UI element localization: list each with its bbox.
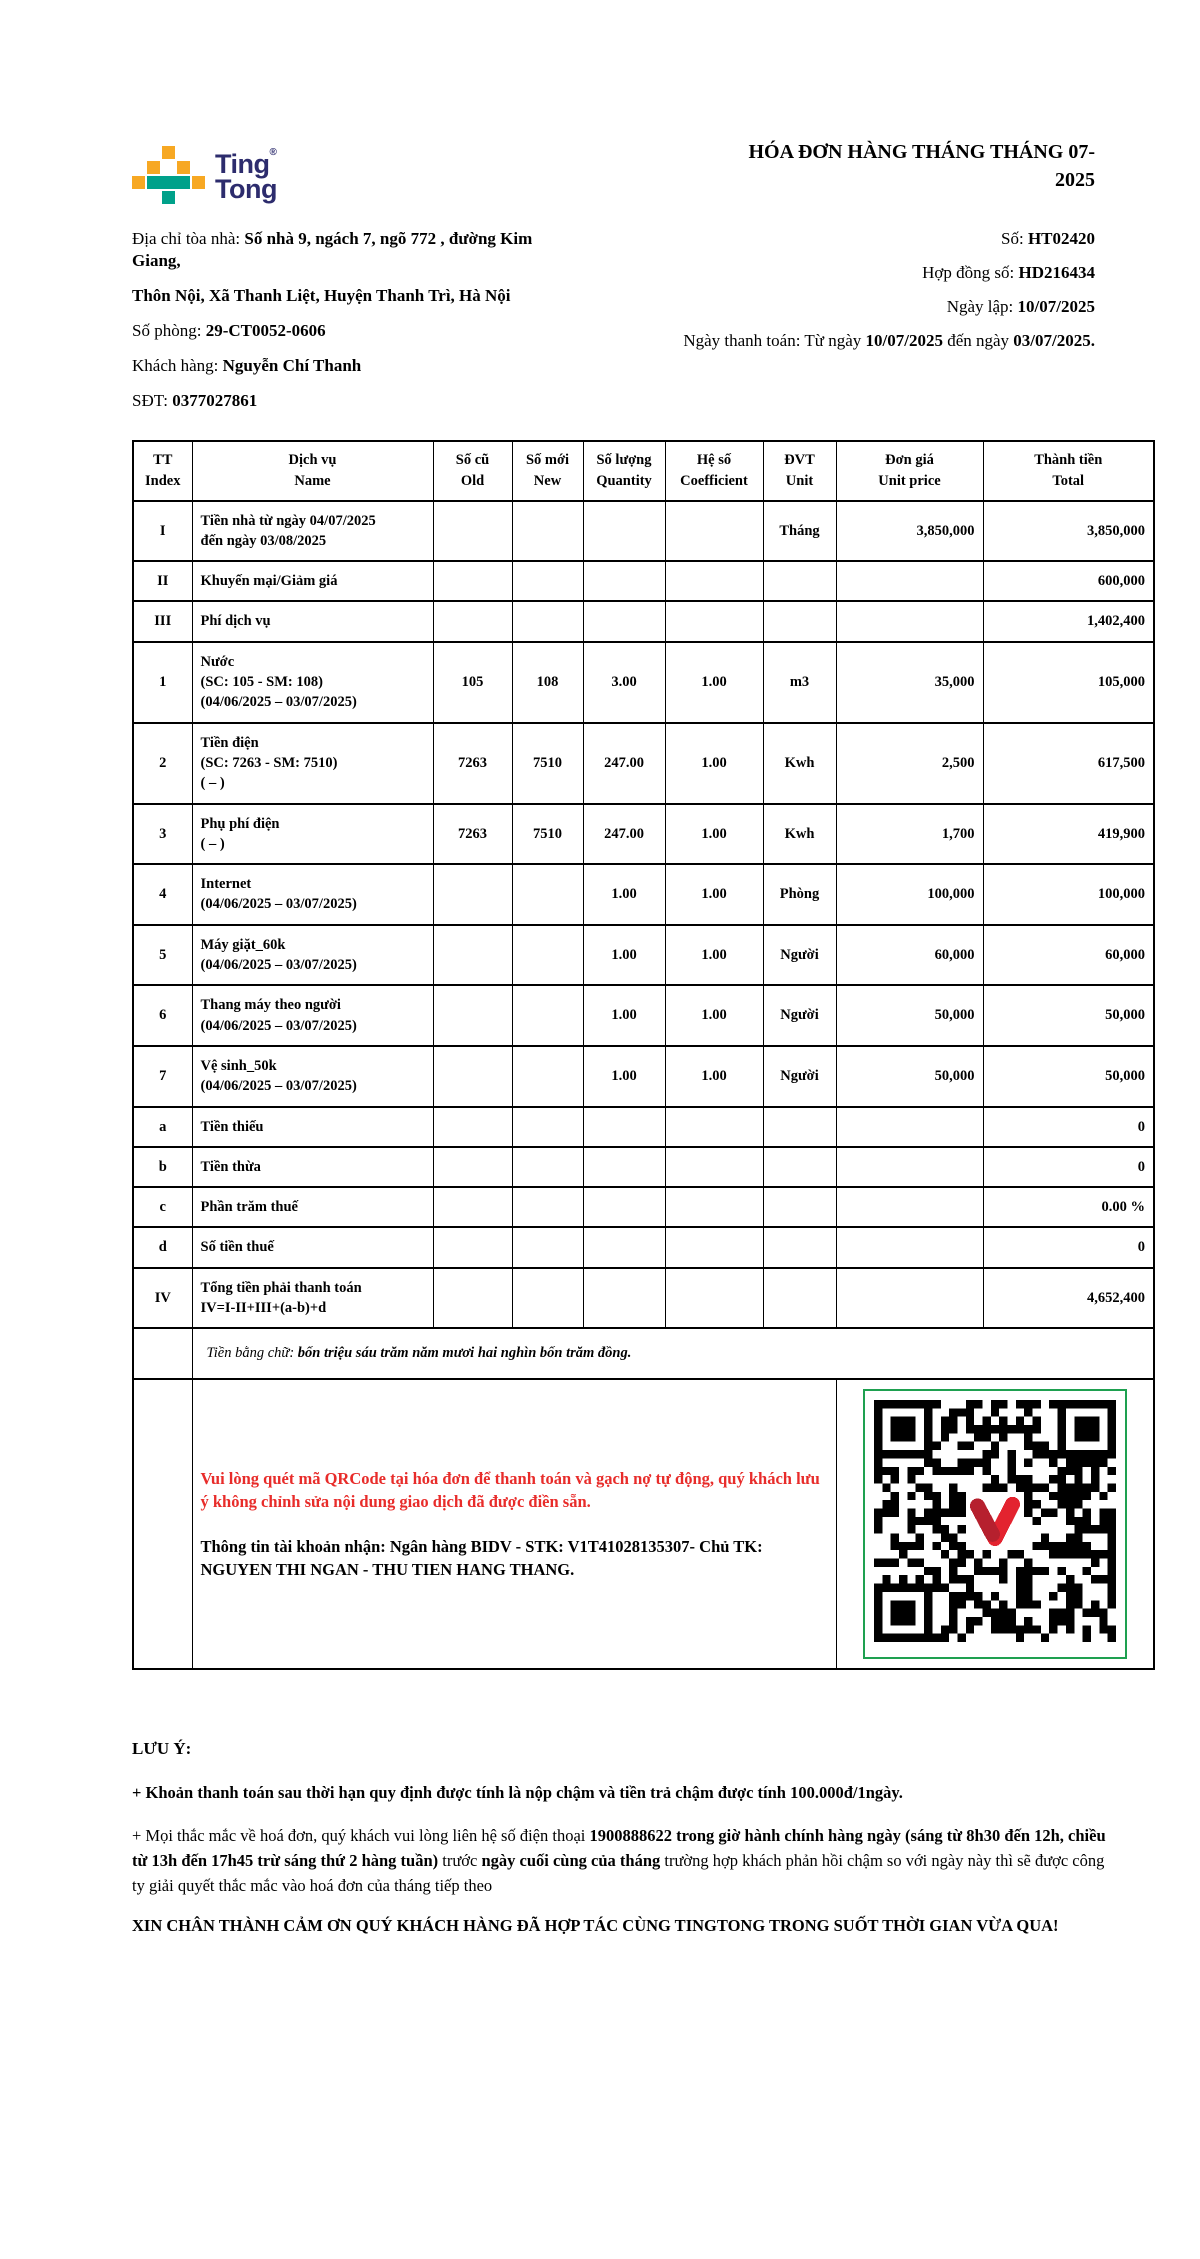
cell-new <box>512 1046 583 1107</box>
cell-old <box>433 1187 512 1227</box>
cell-name: Tổng tiền phải thanh toán IV=I-II+III+(a-b)+d <box>192 1268 433 1329</box>
cell-unit: m3 <box>763 642 836 723</box>
cell-name: Phần trăm thuế <box>192 1187 433 1227</box>
cell-old <box>433 561 512 601</box>
cell-index: I <box>133 501 192 562</box>
logo-pixel <box>132 176 145 189</box>
cell-old <box>433 925 512 986</box>
cell-qty: 1.00 <box>583 1046 665 1107</box>
room-number: Số phòng: 29-CT0052-0606 <box>132 321 326 341</box>
table-row <box>133 925 1154 986</box>
late-payment-note: + Khoản thanh toán sau thời hạn quy định được tính là nộp chậm và tiền trả chậm được tính 100.000đ/1ngày. <box>132 1783 903 1803</box>
cell-unit: Tháng <box>763 501 836 562</box>
header-row <box>133 441 1154 501</box>
cell-qty: 247.00 <box>583 804 665 865</box>
cell-old: 7263 <box>433 804 512 865</box>
cell-index: d <box>133 1227 192 1267</box>
cell-total: 419,900 <box>983 804 1154 865</box>
cell-total: 1,402,400 <box>983 601 1154 641</box>
cell-index: 3 <box>133 804 192 865</box>
cell-total: 0 <box>983 1147 1154 1187</box>
cell-index: 1 <box>133 642 192 723</box>
cell-price <box>836 1147 983 1187</box>
notes-heading: LƯU Ý: <box>132 1738 192 1758</box>
cell-price: 100,000 <box>836 864 983 925</box>
cell-price <box>836 1187 983 1227</box>
cell-new: 7510 <box>512 723 583 804</box>
logo-wordmark: Ting® Tong <box>215 146 277 204</box>
building-address: Địa chỉ tòa nhà: Số nhà 9, ngách 7, ngõ 772 , đường Kim Giang, <box>132 229 533 271</box>
column-header: Thành tiền Total <box>983 441 1154 501</box>
cell-qty <box>583 1107 665 1147</box>
cell-coef <box>665 1268 763 1329</box>
table-row <box>133 501 1154 562</box>
cell-qty: 3.00 <box>583 642 665 723</box>
cell-name: Internet (04/06/2025 – 03/07/2025) <box>192 864 433 925</box>
column-header: Đơn giá Unit price <box>836 441 983 501</box>
cell-coef: 1.00 <box>665 1046 763 1107</box>
cell-old <box>433 1046 512 1107</box>
cell-index: a <box>133 1107 192 1147</box>
invoice-number: Số: HT02420 <box>1001 229 1095 248</box>
logo-pixel <box>147 161 160 174</box>
column-header: Hệ số Coefficient <box>665 441 763 501</box>
cell-coef <box>665 501 763 562</box>
cell-new <box>512 501 583 562</box>
cell-old <box>433 1227 512 1267</box>
cell-unit <box>763 1227 836 1267</box>
cell-new: 108 <box>512 642 583 723</box>
cell-name: Khuyến mại/Giảm giá <box>192 561 433 601</box>
account-info: Thông tin tài khoản nhận: Ngân hàng BIDV - STK: V1T41028135307- Chủ TK: NGUYEN THI NGAN - THU TIEN HANG THANG. <box>200 1536 763 1579</box>
cell-total: 50,000 <box>983 985 1154 1046</box>
cell-qty: 1.00 <box>583 925 665 986</box>
table-row <box>133 642 1154 723</box>
cell-unit: Người <box>763 925 836 986</box>
logo-pixel <box>192 176 205 189</box>
cell-new <box>512 1227 583 1267</box>
qr-notice-text: Vui lòng quét mã QRCode tại hóa đơn để thanh toán và gạch nợ tự động, quý khách lưu ý không chỉnh sửa nội dung giao dịch đã được điền sẵn. <box>200 1468 820 1511</box>
cell-name: Thang máy theo người (04/06/2025 – 03/07/2025) <box>192 985 433 1046</box>
cell-qty <box>583 1227 665 1267</box>
cell-name: Phí dịch vụ <box>192 601 433 641</box>
thank-you-note: XIN CHÂN THÀNH CẢM ƠN QUÝ KHÁCH HÀNG ĐÃ HỢP TÁC CÙNG TINGTONG TRONG SUỐT THỜI GIAN VỪA QUA! <box>132 1916 1059 1936</box>
cell-new <box>512 1187 583 1227</box>
cell-unit: Kwh <box>763 804 836 865</box>
cell-new <box>512 1107 583 1147</box>
cell-price: 1,700 <box>836 804 983 865</box>
table-body <box>133 501 1154 1329</box>
logo-pixel <box>147 176 190 189</box>
cell-qty: 1.00 <box>583 864 665 925</box>
qr-cell <box>836 1379 1154 1669</box>
cell-price <box>836 1227 983 1267</box>
cell-unit: Người <box>763 985 836 1046</box>
cell-total: 3,850,000 <box>983 501 1154 562</box>
cell-price: 50,000 <box>836 1046 983 1107</box>
cell-old <box>433 1107 512 1147</box>
cell-coef: 1.00 <box>665 925 763 986</box>
cell-total: 0.00 % <box>983 1187 1154 1227</box>
cell-index: c <box>133 1187 192 1227</box>
table-row <box>133 1227 1154 1267</box>
cell-name: Vệ sinh_50k (04/06/2025 – 03/07/2025) <box>192 1046 433 1107</box>
cell-total: 4,652,400 <box>983 1268 1154 1329</box>
cell-old: 105 <box>433 642 512 723</box>
cell-index: 7 <box>133 1046 192 1107</box>
qr-row <box>133 1379 1154 1669</box>
cell-old <box>433 601 512 641</box>
cell-price <box>836 1107 983 1147</box>
qr-code-image <box>874 1400 1116 1642</box>
cell-coef <box>665 601 763 641</box>
table-row <box>133 1046 1154 1107</box>
logo-pixel <box>162 146 175 159</box>
cell-index: IV <box>133 1268 192 1329</box>
cell-total: 0 <box>983 1227 1154 1267</box>
invoice-meta <box>132 228 1155 426</box>
cell-coef <box>665 1187 763 1227</box>
tingtong-logo-icon <box>132 146 205 204</box>
table-row <box>133 1187 1154 1227</box>
cell-old <box>433 501 512 562</box>
cell-unit <box>763 1187 836 1227</box>
table-row <box>133 804 1154 865</box>
meta-right <box>565 228 1095 364</box>
cell-price: 3,850,000 <box>836 501 983 562</box>
table-row <box>133 985 1154 1046</box>
cell-total: 105,000 <box>983 642 1154 723</box>
customer-name: Khách hàng: Nguyễn Chí Thanh <box>132 356 362 376</box>
cell-total: 60,000 <box>983 925 1154 986</box>
cell-price <box>836 1268 983 1329</box>
payment-date-range: Ngày thanh toán: Từ ngày 10/07/2025 đến ngày 03/07/2025. <box>683 331 1095 351</box>
table-row <box>133 864 1154 925</box>
cell-new: 7510 <box>512 804 583 865</box>
qr-instructions <box>192 1379 836 1669</box>
cell-unit: Kwh <box>763 723 836 804</box>
cell-new <box>512 1268 583 1329</box>
building-address-line2: Thôn Nội, Xã Thanh Liệt, Huyện Thanh Trì, Hà Nội <box>132 286 511 306</box>
cell-unit <box>763 1147 836 1187</box>
table-row <box>133 561 1154 601</box>
cell-unit <box>763 601 836 641</box>
column-header: Dịch vụ Name <box>192 441 433 501</box>
cell-qty: 1.00 <box>583 985 665 1046</box>
cell-index: 2 <box>133 723 192 804</box>
cell-qty <box>583 561 665 601</box>
logo-pixel <box>162 191 175 204</box>
cell-qty <box>583 501 665 562</box>
customer-phone: SĐT: 0377027861 <box>132 391 258 411</box>
cell-unit: Người <box>763 1046 836 1107</box>
cell-new <box>512 561 583 601</box>
issue-date: Ngày lập: 10/07/2025 <box>946 297 1095 317</box>
cell-unit <box>763 561 836 601</box>
contract-number: Hợp đồng số: HD216434 <box>922 263 1095 283</box>
cell-coef <box>665 1107 763 1147</box>
cell-total: 600,000 <box>983 561 1154 601</box>
page-title: HÓA ĐƠN HÀNG THÁNG THÁNG 07- 2025 <box>748 141 1095 191</box>
cell-name: Tiền thiếu <box>192 1107 433 1147</box>
cell-name: Máy giặt_60k (04/06/2025 – 03/07/2025) <box>192 925 433 986</box>
cell-name: Phụ phí điện ( – ) <box>192 804 433 865</box>
cell-price <box>836 561 983 601</box>
cell-coef <box>665 1227 763 1267</box>
cell-qty: 247.00 <box>583 723 665 804</box>
cell-old <box>433 985 512 1046</box>
cell-old <box>433 1147 512 1187</box>
cell-total: 0 <box>983 1107 1154 1147</box>
table-header <box>133 441 1154 501</box>
column-header: ĐVT Unit <box>763 441 836 501</box>
cell-coef: 1.00 <box>665 723 763 804</box>
table-row <box>133 1107 1154 1147</box>
amount-in-words: Tiền bằng chữ: bốn triệu sáu trăm năm mươi hai nghìn bốn trăm đồng. <box>192 1328 1154 1378</box>
cell-index: b <box>133 1147 192 1187</box>
cell-unit: Phòng <box>763 864 836 925</box>
support-note: + Mọi thắc mắc về hoá đơn, quý khách vui lòng liên hệ số điện thoại 1900888622 trong giờ hành chính hàng ngày (sáng từ 8h30 đến 12h, chiều từ 13h đến 17h45 trừ sáng thứ 2 hàng tuần) trước ngày cuối cùng của tháng trường hợp khách phản hồi chậm so với ngày này thì sẽ được công ty giải quyết thắc mắc vào hoá đơn của tháng tiếp theo <box>132 1826 1106 1895</box>
column-header: Số mới New <box>512 441 583 501</box>
cell-qty <box>583 1187 665 1227</box>
cell-total: 617,500 <box>983 723 1154 804</box>
header <box>132 138 1155 204</box>
cell-name: Nước (SC: 105 - SM: 108) (04/06/2025 – 03/07/2025) <box>192 642 433 723</box>
cell-index: 5 <box>133 925 192 986</box>
column-header: Số cũ Old <box>433 441 512 501</box>
cell-qty <box>583 601 665 641</box>
cell-price: 2,500 <box>836 723 983 804</box>
cell-coef: 1.00 <box>665 804 763 865</box>
cell-coef <box>665 561 763 601</box>
table-row <box>133 1268 1154 1329</box>
cell-old <box>433 864 512 925</box>
cell-index: 4 <box>133 864 192 925</box>
amount-in-words-row <box>133 1328 1154 1378</box>
cell-new <box>512 985 583 1046</box>
cell-index: III <box>133 601 192 641</box>
cell-index: 6 <box>133 985 192 1046</box>
cell-coef: 1.00 <box>665 985 763 1046</box>
cell-new <box>512 925 583 986</box>
cell-empty <box>133 1379 192 1669</box>
cell-unit <box>763 1268 836 1329</box>
logo-pixel <box>177 161 190 174</box>
cell-name: Số tiền thuế <box>192 1227 433 1267</box>
registered-mark: ® <box>269 146 277 158</box>
table-row <box>133 723 1154 804</box>
cell-price <box>836 601 983 641</box>
table-footer <box>133 1328 1154 1669</box>
qr-code <box>863 1389 1127 1659</box>
cell-index: II <box>133 561 192 601</box>
cell-total: 100,000 <box>983 864 1154 925</box>
column-header: Số lượng Quantity <box>583 441 665 501</box>
cell-price: 35,000 <box>836 642 983 723</box>
footer-notes <box>132 1736 1117 1939</box>
cell-name: Tiền nhà từ ngày 04/07/2025 đến ngày 03/08/2025 <box>192 501 433 562</box>
invoice-table <box>132 440 1155 1670</box>
cell-coef: 1.00 <box>665 864 763 925</box>
cell-qty <box>583 1147 665 1187</box>
cell-total: 50,000 <box>983 1046 1154 1107</box>
table-row <box>133 1147 1154 1187</box>
cell-unit <box>763 1107 836 1147</box>
cell-name: Tiền thừa <box>192 1147 433 1187</box>
cell-price: 60,000 <box>836 925 983 986</box>
cell-new <box>512 601 583 641</box>
cell-empty <box>133 1328 192 1378</box>
table-row <box>133 601 1154 641</box>
cell-old: 7263 <box>433 723 512 804</box>
cell-new <box>512 1147 583 1187</box>
cell-coef <box>665 1147 763 1187</box>
cell-price: 50,000 <box>836 985 983 1046</box>
tingtong-logo <box>132 146 277 204</box>
column-header: TT Index <box>133 441 192 501</box>
cell-qty <box>583 1268 665 1329</box>
cell-new <box>512 864 583 925</box>
cell-name: Tiền điện (SC: 7263 - SM: 7510) ( – ) <box>192 723 433 804</box>
meta-left <box>132 228 565 426</box>
cell-old <box>433 1268 512 1329</box>
cell-coef: 1.00 <box>665 642 763 723</box>
